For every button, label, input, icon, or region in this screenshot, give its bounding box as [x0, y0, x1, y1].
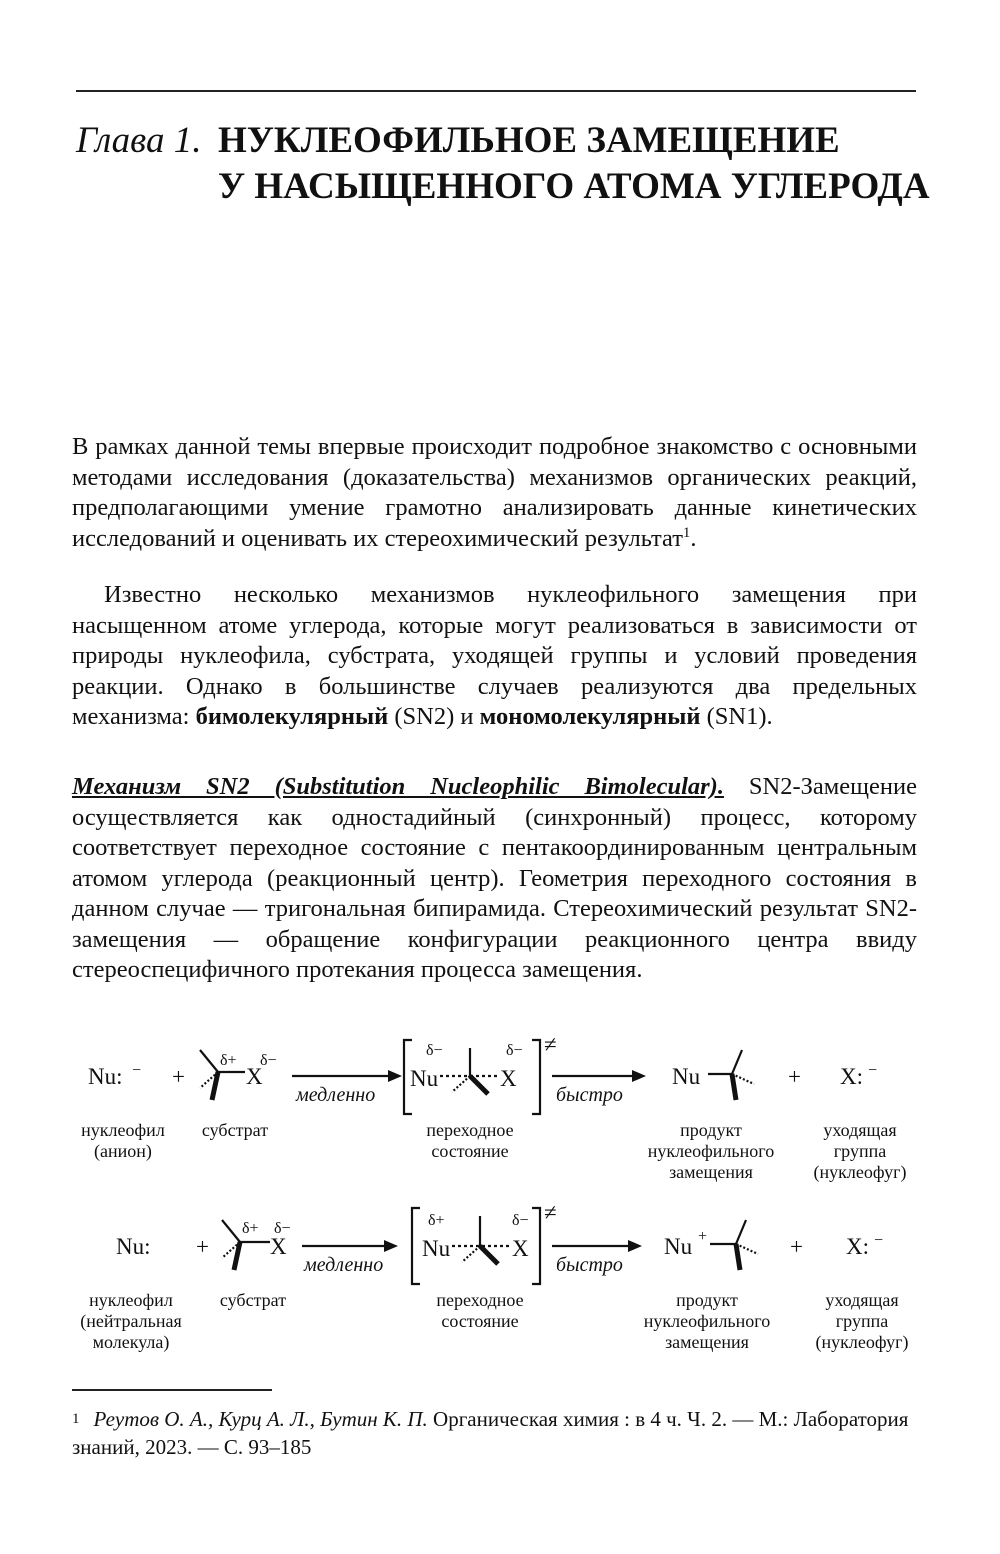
wedge-bond	[732, 1074, 736, 1100]
top-rule	[76, 90, 916, 92]
chapter-title	[218, 118, 938, 210]
caption-line: замещения	[669, 1162, 753, 1182]
caption-line: (нуклеофуг)	[815, 1332, 909, 1352]
bimolecular-term: бимолекулярный	[195, 703, 389, 730]
caption-line: замещения	[665, 1332, 749, 1352]
caption-line: продукт	[680, 1120, 742, 1140]
delta-minus: δ−	[506, 1042, 523, 1059]
sn2-label: (SN2)	[394, 703, 455, 730]
delta-plus: δ+	[428, 1212, 445, 1229]
delta-minus: δ−	[260, 1052, 277, 1069]
arrowhead	[628, 1240, 642, 1252]
delta-plus: δ+	[220, 1052, 237, 1069]
paragraph-mechanisms	[72, 580, 917, 733]
caption-line: (нуклеофуг)	[813, 1162, 907, 1182]
caption-line: состояние	[441, 1311, 519, 1331]
paragraph-intro	[72, 432, 917, 554]
caption-line: переходное	[436, 1290, 524, 1310]
caption-line: нуклеофильного	[643, 1311, 771, 1331]
paragraph-intro-text: В рамках данной темы впервые происходит подробное знакомство с основными методами исследования (доказательства) механизмов органических реакций, предполагающими умение грамотно анализировать данные кинетических исследований и оценивать их стереохимический результат	[72, 433, 917, 552]
caption-line: уходящая	[825, 1290, 899, 1310]
caption-line: группа	[835, 1311, 889, 1331]
reaction-scheme-neutral	[60, 1198, 940, 1378]
paragraph-sn2	[72, 772, 917, 986]
caption-line: нуклеофил	[89, 1290, 173, 1310]
plus-sign: +	[172, 1064, 185, 1089]
leaving-group: X:	[846, 1234, 869, 1259]
punct: .	[766, 703, 773, 730]
caption-substrate	[208, 1290, 298, 1311]
leaving-group: X:	[840, 1064, 863, 1089]
reaction-scheme-anion	[60, 1028, 940, 1208]
chapter-title-line1: НУКЛЕОФИЛЬНОЕ ЗАМЕЩЕНИЕ	[218, 120, 840, 161]
wedge-bond	[212, 1072, 218, 1100]
arrow-label-fast: быстро	[556, 1084, 623, 1106]
nucleophile: Nu:	[116, 1234, 151, 1259]
delta-minus: δ−	[512, 1212, 529, 1229]
caption-line: группа	[833, 1141, 887, 1161]
monomolecular-term: мономолекулярный	[479, 703, 701, 730]
caption-leaving	[802, 1290, 922, 1353]
hash-bond	[452, 1076, 470, 1092]
bond	[222, 1220, 240, 1242]
caption-line: нуклеофильного	[647, 1141, 775, 1161]
caption-line: уходящая	[823, 1120, 897, 1140]
arrow-label-slow: медленно	[304, 1254, 384, 1276]
plus-sign: +	[788, 1064, 801, 1089]
wedge-bond	[480, 1246, 498, 1264]
caption-substrate	[190, 1120, 280, 1141]
caption-line: продукт	[676, 1290, 738, 1310]
caption-ts	[410, 1120, 530, 1162]
arrow-label-fast: быстро	[556, 1254, 623, 1276]
arrowhead	[632, 1070, 646, 1082]
ts-mark: ≠	[544, 1200, 557, 1225]
wedge-bond	[736, 1244, 740, 1270]
leaving-atom: X	[270, 1234, 287, 1259]
nucleophile: Nu:	[88, 1064, 123, 1089]
bond	[732, 1050, 742, 1074]
arrow-label-slow: медленно	[296, 1084, 376, 1106]
bracket-left	[412, 1208, 420, 1284]
footnote-authors: Реутов О. А., Курц А. Л., Бутин К. П.	[93, 1407, 428, 1431]
chapter-label: Глава 1.	[76, 120, 202, 161]
ts-nucleophile: Nu	[410, 1066, 439, 1091]
bracket-right	[532, 1040, 540, 1114]
footnote-number: 1	[72, 1411, 80, 1427]
ts-leaving: X	[500, 1066, 517, 1091]
caption-line: молекула)	[92, 1332, 170, 1352]
charge: −	[874, 1232, 884, 1249]
delta-minus: δ−	[274, 1220, 291, 1237]
caption-line: состояние	[431, 1141, 509, 1161]
punct: .	[690, 524, 697, 552]
bracket-right	[532, 1208, 540, 1284]
footnote-rule	[72, 1389, 272, 1391]
ts-mark: ≠	[544, 1032, 557, 1057]
footnote-text: Органическая химия : в 4 ч. Ч. 2. — М.: Лаборатория знаний, 2023. — С. 93–185	[72, 1407, 909, 1459]
bond	[736, 1220, 746, 1244]
caption-product	[632, 1290, 782, 1353]
paragraph-mechanisms-text: Известно несколько механизмов нуклеофильного замещения при насыщенном атоме углерода, которые могут реализоваться в зависимости от природы нуклеофила, субстрата, уходящей группы и условий проведения реакции. Однако в большинстве случаев реализуются два предельных механизма:	[72, 581, 917, 730]
arrowhead	[384, 1240, 398, 1252]
caption-line: (анион)	[94, 1141, 152, 1161]
caption-leaving	[800, 1120, 920, 1183]
charge: +	[698, 1228, 708, 1245]
product-nucleophile: Nu	[664, 1234, 693, 1259]
plus-sign: +	[196, 1234, 209, 1259]
sn1-label: (SN1)	[706, 703, 767, 730]
chapter-title-line2: У НАСЫЩЕННОГО АТОМА УГЛЕРОДА	[218, 166, 930, 207]
charge: −	[868, 1062, 878, 1079]
ts-leaving: X	[512, 1236, 529, 1261]
caption-line: переходное	[426, 1120, 514, 1140]
sn2-heading: Механизм SN2 (Substitution Nucleophilic Bimolecular).	[72, 773, 724, 800]
footnote	[72, 1405, 917, 1461]
hash-bond	[462, 1246, 480, 1262]
caption-line: (нейтральная	[80, 1311, 182, 1331]
caption-nucleophile	[66, 1290, 196, 1353]
wedge-bond	[470, 1076, 488, 1094]
bond	[200, 1050, 218, 1072]
reaction2-drawing	[60, 1198, 940, 1288]
ts-nucleophile: Nu	[422, 1236, 451, 1261]
leaving-atom: X	[246, 1064, 263, 1089]
caption-ts	[420, 1290, 540, 1332]
delta-minus: δ−	[426, 1042, 443, 1059]
product-nucleophile: Nu	[672, 1064, 701, 1089]
arrowhead	[388, 1070, 402, 1082]
caption-nucleophile	[68, 1120, 178, 1162]
charge: −	[132, 1062, 142, 1079]
sn2-text: SN2-Замещение осуществляется как одностадийный (синхронный) процесс, которому соответствует переходное состояние с пентакоординированным центральным атомом углерода (реакционный центр). Геометрия переходного состояния в данном случае — тригональная бипирамида. Стереохимический результат SN2-замещения — обращение конфигурации реакционного центра ввиду стереоспецифичного протекания процесса замещения.	[72, 773, 917, 983]
and-word: и	[454, 703, 480, 730]
footnote-ref[interactable]: 1	[682, 524, 691, 541]
caption-line: субстрат	[219, 1290, 287, 1310]
caption-line: нуклеофил	[81, 1120, 165, 1140]
caption-product	[636, 1120, 786, 1183]
wedge-bond	[234, 1242, 240, 1270]
plus-sign: +	[790, 1234, 803, 1259]
delta-plus: δ+	[242, 1220, 259, 1237]
caption-line: субстрат	[201, 1120, 269, 1140]
